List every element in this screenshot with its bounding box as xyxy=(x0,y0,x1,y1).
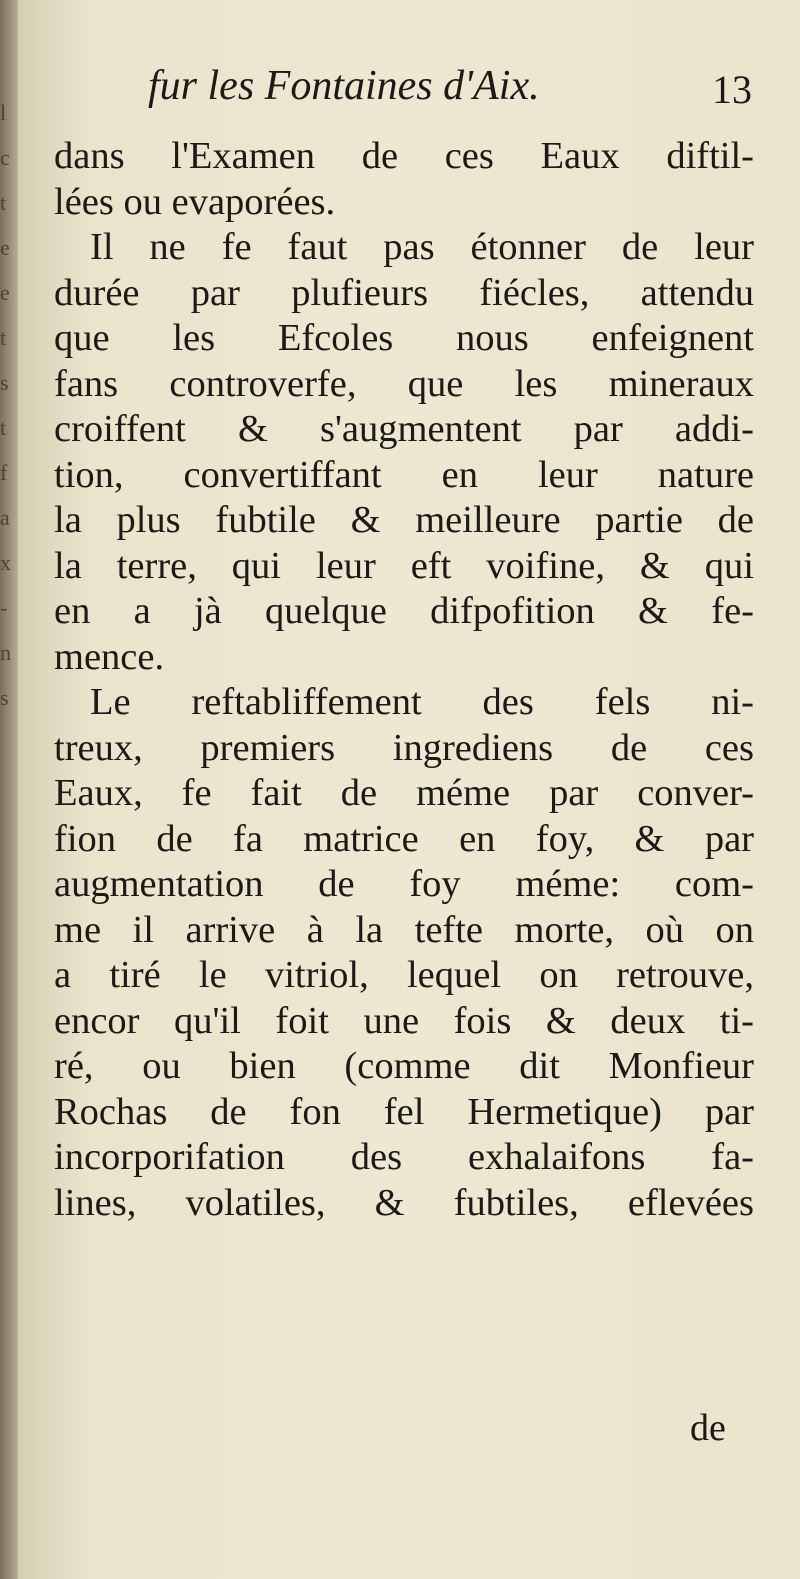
bleed-letter: x xyxy=(0,550,11,575)
bleed-letter: c xyxy=(0,145,10,170)
bleed-letter: t xyxy=(0,190,7,215)
text-line: fion de fa matrice en foy, & par xyxy=(54,817,754,860)
text-line: fans controverfe, que les mineraux xyxy=(54,362,754,405)
running-header xyxy=(148,62,768,110)
bleed-letter: n xyxy=(0,640,11,665)
text-line: encor qu'il foit une fois & deux ti- xyxy=(54,999,754,1042)
text-line: en a jà quelque difpofition & fe- xyxy=(54,590,754,632)
text-line: lines, volatiles, & fubtiles, eflevées xyxy=(54,1181,754,1224)
bleed-letter: e xyxy=(0,235,10,260)
bleed-letter: a xyxy=(0,505,10,530)
bleed-letter: t xyxy=(0,325,7,350)
text-line: a tiré le vitriol, lequel on retrouve, xyxy=(54,954,754,996)
text-line: Le reftabliffement des fels ni- xyxy=(90,681,754,723)
text-line: dans l'Examen de ces Eaux diftil- xyxy=(54,135,754,177)
running-title: fur les Fontaines d'Aix. xyxy=(148,63,540,109)
facing-page-bleed-through xyxy=(0,90,14,710)
page-number: 13 xyxy=(712,67,752,112)
text-line: me il arrive à la tefte morte, où on xyxy=(54,908,754,951)
text-line: incorporifation des exhalaifons fa- xyxy=(54,1136,754,1178)
bleed-letter: l xyxy=(0,100,7,125)
text-line: que les Efcoles nous enfeignent xyxy=(54,317,754,359)
bleed-letter: s xyxy=(0,370,9,395)
text-line: mence. xyxy=(54,635,165,678)
bleed-letter: e xyxy=(0,280,10,305)
catchword: de xyxy=(690,1407,726,1449)
text-line: treux, premiers ingrediens de ces xyxy=(54,726,754,769)
text-line: croiffent & s'augmentent par addi- xyxy=(54,408,754,450)
bleed-letter: f xyxy=(0,460,8,485)
text-line: ré, ou bien (comme dit Monfieur xyxy=(54,1045,754,1087)
bleed-letter: t xyxy=(0,415,7,440)
text-line: durée par plufieurs fiécles, attendu xyxy=(54,271,754,314)
text-line: Rochas de fon fel Hermetique) par xyxy=(54,1090,754,1133)
text-line: la terre, qui leur eft voifine, & qui xyxy=(54,544,754,587)
text-line: la plus fubtile & meilleure partie de xyxy=(54,499,754,541)
body-text xyxy=(54,134,754,1226)
text-line: Il ne fe faut pas étonner de leur xyxy=(90,226,754,268)
bleed-letter: - xyxy=(0,595,8,620)
text-line: augmentation de foy méme: com- xyxy=(54,863,754,905)
bleed-letter: s xyxy=(0,685,9,710)
text-line: lées ou evaporées. xyxy=(54,180,336,223)
text-line: tion, convertiffant en leur nature xyxy=(54,453,754,496)
text-line: Eaux, fe fait de méme par conver- xyxy=(54,772,754,814)
